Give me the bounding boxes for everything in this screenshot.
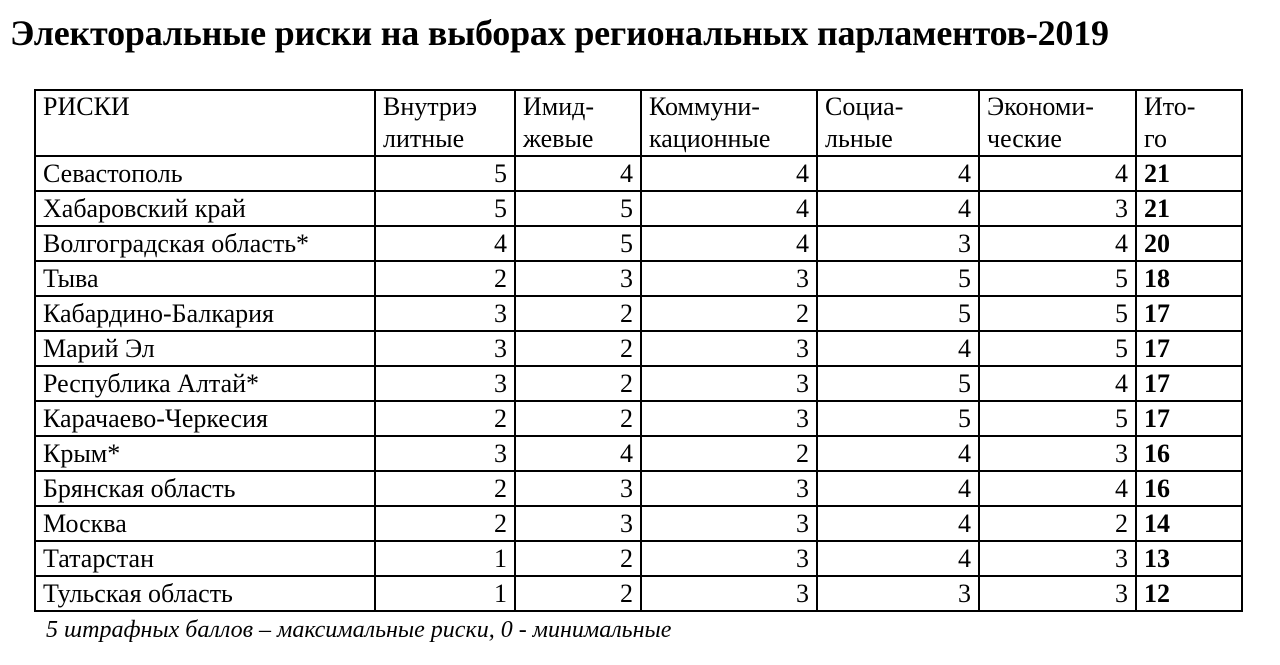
risk-score-cell: 2 (375, 401, 515, 436)
column-header-line: кационные (649, 124, 771, 153)
risk-score-cell: 4 (641, 191, 817, 226)
risk-score-cell: 5 (515, 191, 641, 226)
risk-score-cell: 4 (515, 436, 641, 471)
table-row (35, 506, 1242, 541)
risk-score-cell: 5 (817, 261, 979, 296)
column-header-line: жевые (523, 124, 594, 153)
risk-score-cell: 4 (817, 331, 979, 366)
column-header-line: Экономи- (987, 92, 1094, 121)
risk-score-cell: 5 (979, 331, 1136, 366)
total-score-cell: 12 (1136, 576, 1242, 611)
header-risks (35, 90, 375, 156)
risk-score-cell: 5 (979, 261, 1136, 296)
region-name-cell: Севастополь (35, 156, 375, 191)
risk-score-cell: 4 (817, 506, 979, 541)
header-total (1136, 90, 1242, 156)
risk-score-cell: 4 (979, 366, 1136, 401)
risk-score-cell: 5 (817, 296, 979, 331)
risk-score-cell: 2 (515, 401, 641, 436)
table-row (35, 471, 1242, 506)
risk-score-cell: 4 (641, 226, 817, 261)
column-header-line: Коммуни- (649, 92, 760, 121)
footnote: 5 штрафных баллов – максимальные риски, 0 - минимальные (46, 617, 672, 643)
risk-score-cell: 3 (641, 471, 817, 506)
risk-score-cell: 5 (817, 366, 979, 401)
table-header-row (35, 90, 1242, 156)
region-name-cell: Карачаево-Черкесия (35, 401, 375, 436)
header-intra-elite (375, 90, 515, 156)
risk-score-cell: 3 (979, 541, 1136, 576)
risk-score-cell: 2 (641, 436, 817, 471)
risk-score-cell: 5 (375, 191, 515, 226)
risk-score-cell: 5 (979, 296, 1136, 331)
header-social (817, 90, 979, 156)
table-row (35, 261, 1242, 296)
risk-score-cell: 2 (979, 506, 1136, 541)
column-header-line: Имид- (523, 92, 595, 121)
total-score-cell: 21 (1136, 156, 1242, 191)
risk-score-cell: 2 (375, 506, 515, 541)
risk-score-cell: 4 (979, 226, 1136, 261)
total-score-cell: 16 (1136, 436, 1242, 471)
table-row (35, 541, 1242, 576)
header-image (515, 90, 641, 156)
total-score-cell: 14 (1136, 506, 1242, 541)
region-name-cell: Брянская область (35, 471, 375, 506)
table-row (35, 156, 1242, 191)
region-name-cell: Тульская область (35, 576, 375, 611)
risk-score-cell: 3 (641, 331, 817, 366)
region-name-cell: Москва (35, 506, 375, 541)
risk-score-cell: 4 (817, 471, 979, 506)
risk-score-cell: 3 (375, 366, 515, 401)
region-name-cell: Марий Эл (35, 331, 375, 366)
risk-score-cell: 3 (515, 261, 641, 296)
risk-score-cell: 4 (817, 541, 979, 576)
risk-score-cell: 4 (979, 471, 1136, 506)
table-row (35, 576, 1242, 611)
total-score-cell: 18 (1136, 261, 1242, 296)
risk-score-cell: 5 (375, 156, 515, 191)
risk-score-cell: 4 (641, 156, 817, 191)
region-name-cell: Волгоградская область* (35, 226, 375, 261)
risk-score-cell: 5 (979, 401, 1136, 436)
risk-score-cell: 1 (375, 541, 515, 576)
table-row (35, 401, 1242, 436)
table-row (35, 296, 1242, 331)
table-row (35, 191, 1242, 226)
region-name-cell: Крым* (35, 436, 375, 471)
risk-score-cell: 4 (375, 226, 515, 261)
column-header-line: Социа- (825, 92, 904, 121)
total-score-cell: 17 (1136, 366, 1242, 401)
column-header-line: ческие (987, 124, 1062, 153)
risk-score-cell: 3 (641, 366, 817, 401)
header-economic (979, 90, 1136, 156)
region-name-cell: Тыва (35, 261, 375, 296)
risk-score-cell: 3 (515, 506, 641, 541)
risk-score-cell: 3 (817, 576, 979, 611)
risk-score-cell: 3 (979, 436, 1136, 471)
risk-score-cell: 4 (817, 191, 979, 226)
risk-score-cell: 3 (979, 576, 1136, 611)
total-score-cell: 20 (1136, 226, 1242, 261)
risk-score-cell: 3 (817, 226, 979, 261)
column-header-line: РИСКИ (43, 92, 130, 121)
column-header-line: го (1144, 124, 1168, 153)
risk-score-cell: 1 (375, 576, 515, 611)
risk-score-cell: 3 (641, 261, 817, 296)
region-name-cell: Хабаровский край (35, 191, 375, 226)
risk-score-cell: 2 (515, 541, 641, 576)
region-name-cell: Татарстан (35, 541, 375, 576)
header-communication (641, 90, 817, 156)
column-header-line: льные (825, 124, 893, 153)
risk-score-cell: 3 (641, 541, 817, 576)
risk-score-cell: 2 (515, 296, 641, 331)
risk-score-cell: 4 (979, 156, 1136, 191)
risk-score-cell: 3 (641, 506, 817, 541)
table-body (35, 156, 1242, 611)
risk-score-cell: 2 (515, 366, 641, 401)
risk-score-cell: 3 (515, 471, 641, 506)
risk-score-cell: 2 (515, 576, 641, 611)
region-name-cell: Кабардино-Балкария (35, 296, 375, 331)
risk-score-cell: 3 (375, 331, 515, 366)
table-row (35, 226, 1242, 261)
risk-score-cell: 3 (375, 436, 515, 471)
risk-score-cell: 2 (515, 331, 641, 366)
risks-table (34, 89, 1243, 612)
column-header-line: Внутриэ (383, 92, 478, 121)
total-score-cell: 17 (1136, 296, 1242, 331)
table-row (35, 331, 1242, 366)
table-row (35, 436, 1242, 471)
total-score-cell: 13 (1136, 541, 1242, 576)
total-score-cell: 16 (1136, 471, 1242, 506)
risk-score-cell: 3 (641, 576, 817, 611)
risk-score-cell: 3 (375, 296, 515, 331)
risk-score-cell: 5 (817, 401, 979, 436)
risk-score-cell: 2 (375, 471, 515, 506)
risk-score-cell: 2 (375, 261, 515, 296)
risk-score-cell: 2 (641, 296, 817, 331)
risk-score-cell: 5 (515, 226, 641, 261)
risk-score-cell: 4 (515, 156, 641, 191)
total-score-cell: 17 (1136, 401, 1242, 436)
risk-score-cell: 4 (817, 156, 979, 191)
risk-score-cell: 3 (641, 401, 817, 436)
total-score-cell: 17 (1136, 331, 1242, 366)
region-name-cell: Республика Алтай* (35, 366, 375, 401)
page-title: Электоральные риски на выборах региональных парламентов-2019 (10, 13, 1109, 53)
column-header-line: литные (383, 124, 465, 153)
total-score-cell: 21 (1136, 191, 1242, 226)
table-row (35, 366, 1242, 401)
risk-score-cell: 4 (817, 436, 979, 471)
column-header-line: Ито- (1144, 92, 1196, 121)
risk-score-cell: 3 (979, 191, 1136, 226)
